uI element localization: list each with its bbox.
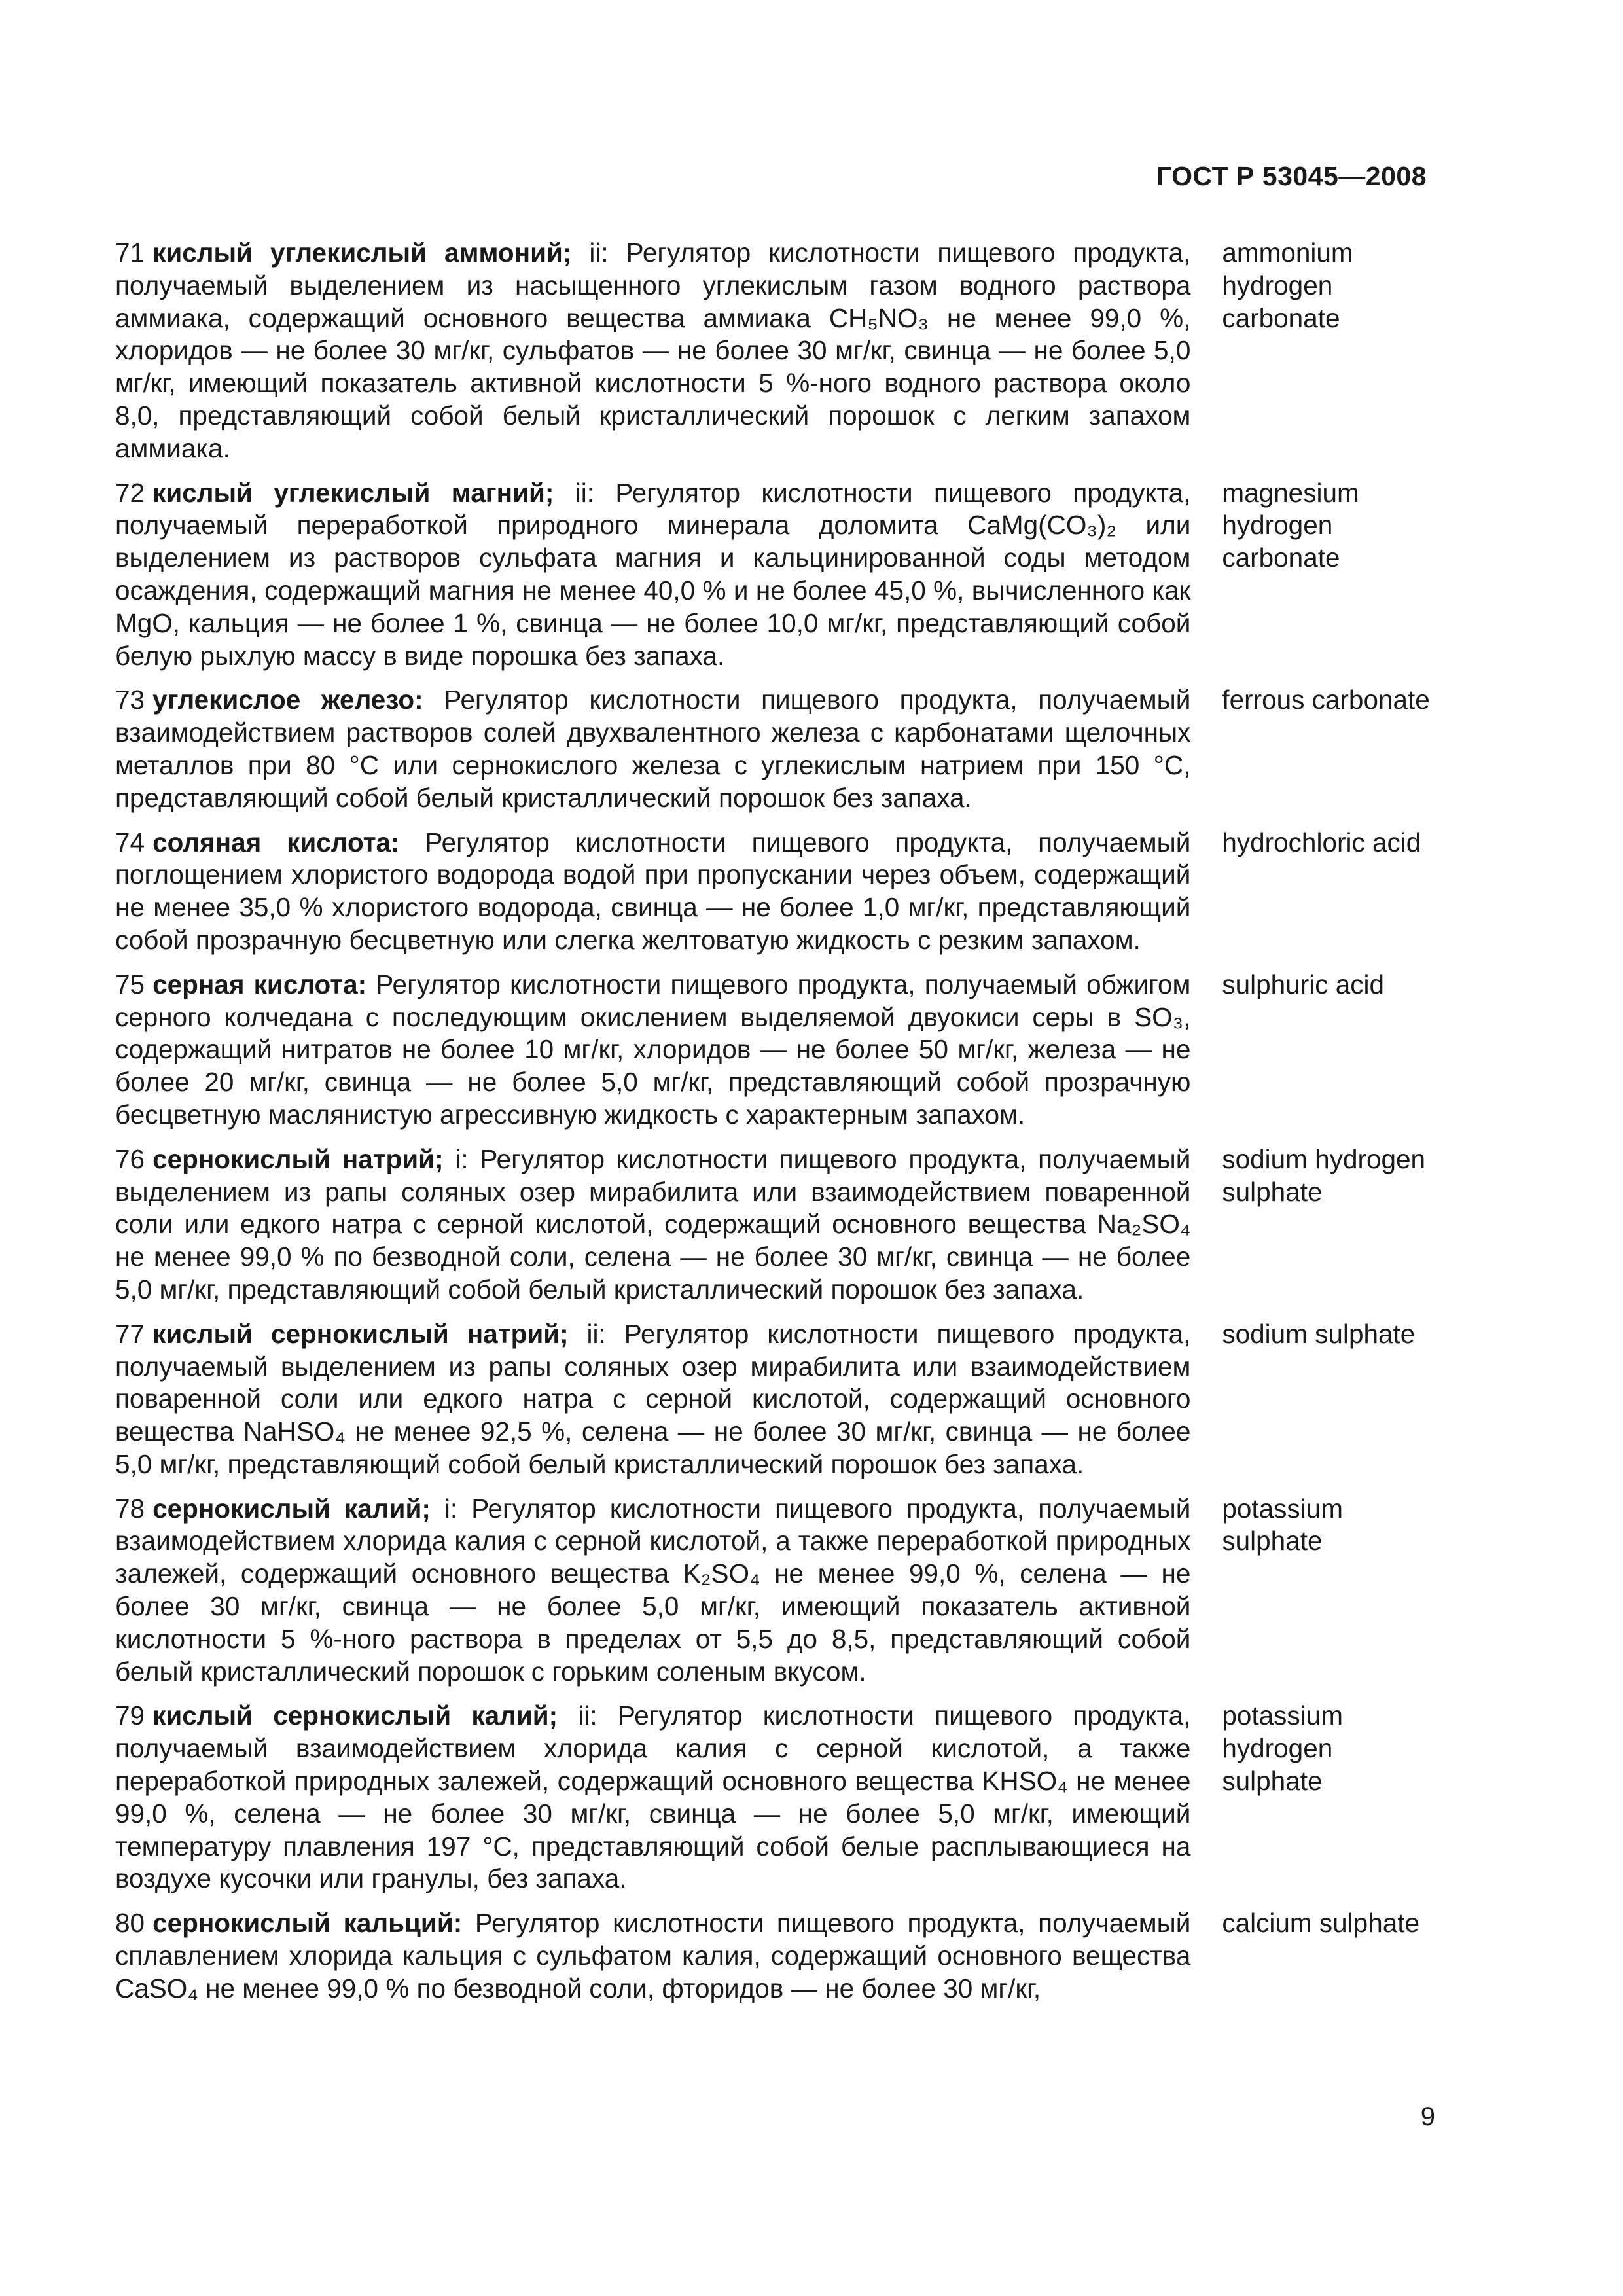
- document-header-standard-id: ГОСТ Р 53045—2008: [1156, 161, 1427, 191]
- term-name: кислый сернокислый калий;: [152, 1700, 558, 1731]
- term-body: Регулятор кислотности пищевого продукта, получаемый взаимодействием растворов солей двухвалентного железа с карбонатами щелочных металлов при 80 °С или сернокислого железа с углекислым натрием при 150 °С, представляющий собой белый кристаллический порошок без запаха.: [115, 685, 1191, 813]
- term-number: 74: [115, 827, 145, 857]
- term-definition: [115, 237, 1190, 465]
- term-name: сернокислый кальций:: [152, 1908, 463, 1939]
- term-english-equivalent: sodium sulphate: [1222, 1318, 1416, 1349]
- term-entries-list: [115, 237, 1444, 2017]
- term-name: кислый углекислый аммоний;: [152, 238, 572, 268]
- term-definition: [115, 827, 1190, 957]
- term-definition: [115, 1493, 1190, 1689]
- term-number: 71: [115, 238, 145, 268]
- term-entry: [115, 1907, 1444, 2005]
- term-entry: [115, 1318, 1444, 1481]
- term-number: 76: [115, 1143, 145, 1174]
- term-definition: [115, 684, 1190, 814]
- term-definition: [115, 1907, 1190, 2005]
- term-name: соляная кислота:: [152, 827, 400, 857]
- term-english-equivalent: potassium sulphate: [1222, 1493, 1343, 1556]
- term-english-equivalent: calcium sulphate: [1222, 1908, 1420, 1939]
- term-body: ii: Регулятор кислотности пищевого продукта, получаемый взаимодействием хлорида калия с серной кислотой, а также переработкой природных залежей, содержащий основного вещества KHSO₄ не менее 99,0 %, селена — не более 30 мг/кг, свинца — не более 5,0 мг/кг, имеющий температуру плавления 197 °С, представляющий собой белые расплывающиеся на воздухе кусочки или гранулы, без запаха.: [115, 1700, 1191, 1894]
- term-number: 73: [115, 685, 145, 715]
- term-body: i: Регулятор кислотности пищевого продукта, получаемый выделением из рапы соляных озер мирабилита или взаимодействием поваренной соли или едкого натра с серной кислотой, содержащий основного вещества Na₂SO₄ не менее 99,0 % по безводной соли, селена — не более 30 мг/кг, свинца — не более 5,0 мг/кг, представляющий собой белый кристаллический порошок без запаха.: [115, 1143, 1191, 1304]
- term-body: i: Регулятор кислотности пищевого продукта, получаемый взаимодействием хлорида калия с серной кислотой, а также переработкой природных залежей, содержащий основного вещества K₂SO₄ не менее 99,0 %, селена — не более 30 мг/кг, свинца — не более 5,0 мг/кг, имеющий показатель активной кислотности 5 %-ного раствора в пределах от 5,5 до 8,5, представляющий собой белый кристаллический порошок с горьким соленым вкусом.: [115, 1493, 1191, 1687]
- term-english-equivalent: magnesium hydrogen carbonate: [1222, 477, 1359, 573]
- page-number: 9: [1420, 2102, 1435, 2131]
- term-name: сернокислый натрий;: [152, 1143, 444, 1174]
- term-english-equivalent: ammonium hydrogen carbonate: [1222, 238, 1353, 333]
- term-english-equivalent: sodium hydrogen sulphate: [1222, 1143, 1426, 1207]
- term-body: ii: Регулятор кислотности пищевого продукта, получаемый выделением из насыщенного углекислым газом водного раствора аммиака, содержащий основного вещества аммиака CH₅NO₃ не менее 99,0 %, хлоридов — не более 30 мг/кг, сульфатов — не более 30 мг/кг, свинца — не более 5,0 мг/кг, имеющий показатель активной кислотности 5 %-ного водного раствора около 8,0, представляющий собой белый кристаллический порошок с легким запахом аммиака.: [115, 238, 1191, 463]
- term-entry: [115, 1143, 1444, 1306]
- term-body: Регулятор кислотности пищевого продукта, получаемый сплавлением хлорида кальция с сульфатом калия, содержащий основного вещества CaSO₄ не менее 99,0 % по безводной соли, фторидов — не более 30 мг/кг,: [115, 1908, 1191, 2003]
- term-entry: [115, 969, 1444, 1132]
- term-english-equivalent: hydrochloric acid: [1222, 827, 1421, 857]
- term-number: 72: [115, 477, 145, 508]
- term-body: Регулятор кислотности пищевого продукта, получаемый обжигом серного колчедана с последующим окислением выделяемой двуокиси серы в SO₃, содержащий нитратов не более 10 мг/кг, хлоридов — не более 50 мг/кг, железа — не более 20 мг/кг, свинца — не более 5,0 мг/кг, представляющий собой прозрачную бесцветную маслянистую агрессивную жидкость с характерным запахом.: [115, 969, 1191, 1130]
- term-name: кислый углекислый магний;: [152, 477, 554, 508]
- term-body: Регулятор кислотности пищевого продукта, получаемый поглощением хлористого водорода водой при пропускании через объем, содержащий не менее 35,0 % хлористого водорода, свинца — не более 1,0 мг/кг, представляющий собой прозрачную бесцветную или слегка желтоватую жидкость с резким запахом.: [115, 827, 1191, 955]
- term-name: углекислое железо:: [152, 685, 423, 715]
- term-definition: [115, 1318, 1190, 1481]
- term-entry: [115, 827, 1444, 957]
- term-name: серная кислота:: [152, 969, 367, 999]
- term-name: сернокислый калий;: [152, 1493, 431, 1524]
- term-number: 77: [115, 1318, 145, 1349]
- term-body: ii: Регулятор кислотности пищевого продукта, получаемый выделением из рапы соляных озер мирабилита или взаимодействием поваренной соли или едкого натра с серной кислотой, содержащий основного вещества NaHSO₄ не менее 92,5 %, селена — не более 30 мг/кг, свинца — не более 5,0 мг/кг, представляющий собой белый кристаллический порошок без запаха.: [115, 1318, 1191, 1479]
- term-english-equivalent: potassium hydrogen sulphate: [1222, 1700, 1343, 1797]
- term-definition: [115, 1143, 1190, 1306]
- term-english-equivalent: sulphuric acid: [1222, 969, 1384, 999]
- term-name: кислый сернокислый натрий;: [152, 1318, 569, 1349]
- term-entry: [115, 237, 1444, 465]
- term-entry: [115, 1700, 1444, 1895]
- term-definition: [115, 477, 1190, 673]
- term-definition: [115, 1700, 1190, 1895]
- term-number: 80: [115, 1908, 145, 1939]
- term-number: 79: [115, 1700, 145, 1731]
- term-number: 75: [115, 969, 145, 999]
- term-english-equivalent: ferrous carbonate: [1222, 685, 1430, 715]
- term-entry: [115, 477, 1444, 673]
- term-body: ii: Регулятор кислотности пищевого продукта, получаемый переработкой природного минерала доломита CaMg(CO₃)₂ или выделением из растворов сульфата магния и кальцинированной соды методом осаждения, содержащий магния не менее 40,0 % и не более 45,0 %, вычисленного как MgO, кальция — не более 1 %, свинца — не более 10,0 мг/кг, представляющий собой белую рыхлую массу в виде порошка без запаха.: [115, 477, 1191, 671]
- term-entry: [115, 684, 1444, 814]
- term-number: 78: [115, 1493, 145, 1524]
- term-definition: [115, 969, 1190, 1132]
- term-entry: [115, 1493, 1444, 1689]
